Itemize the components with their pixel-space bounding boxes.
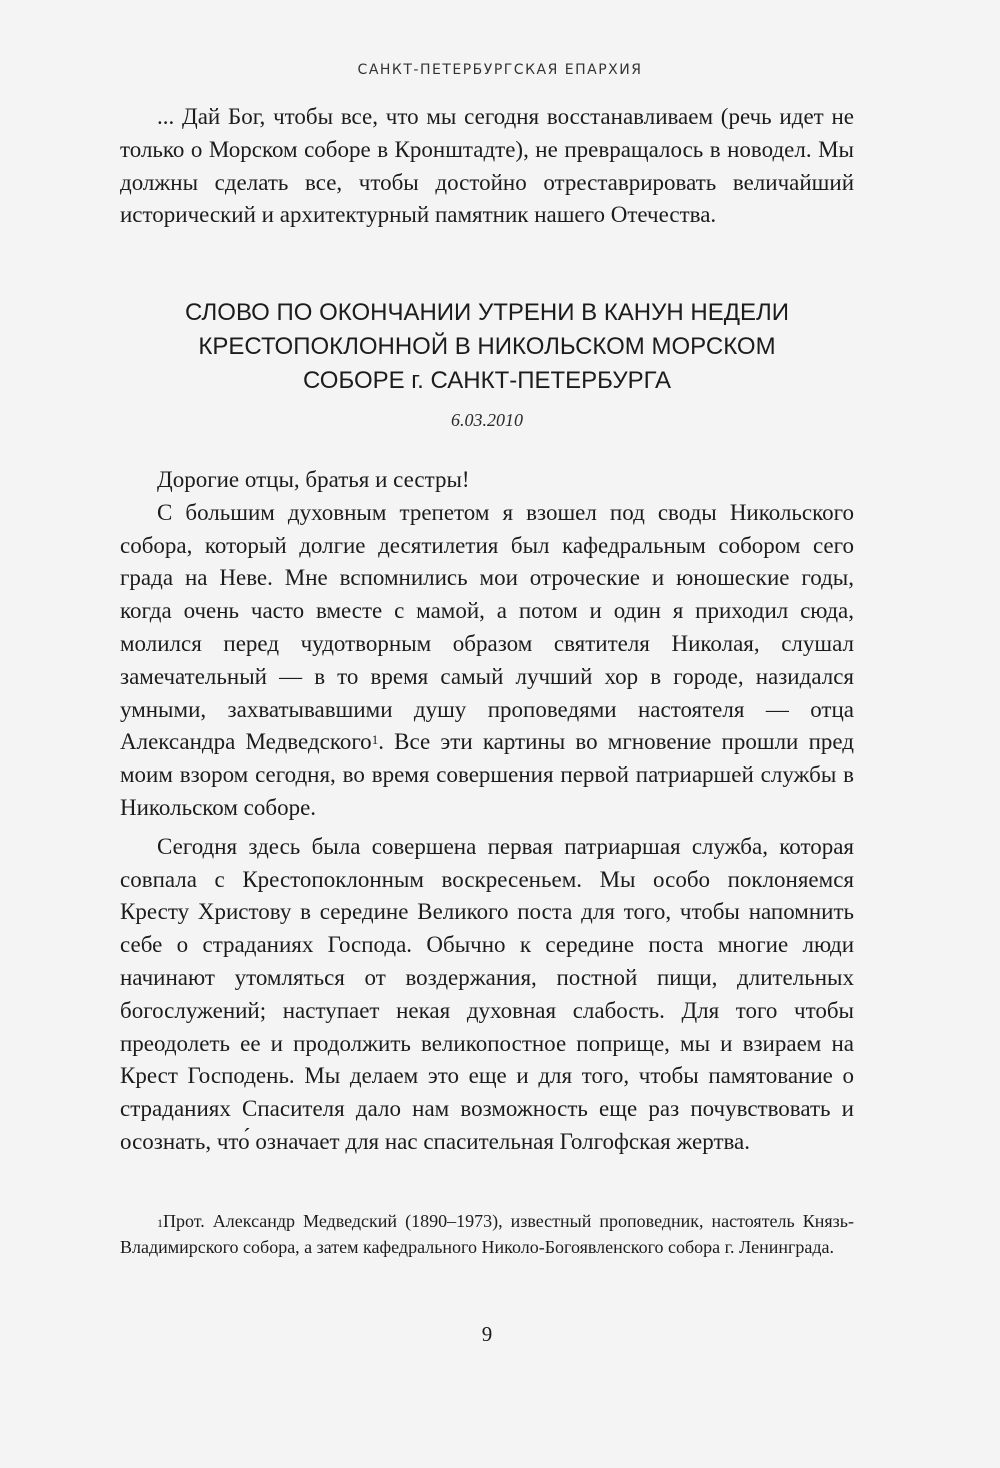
footnote: [120, 1208, 854, 1260]
page-number: 9: [481, 1322, 493, 1346]
paragraph-1-part-1: С большим духовным трепетом я взошел под своды Никольского собора, который долгие десятилетия был кафедральным собором сего града на Неве. Мне вспомнились мои отроческие и юношеские годы, когда очень часто вместе с мамой, а потом и один я приходил сюда, молился перед чудотворным образом святителя Николая, слушал замечательный — в то время самый лучший хор в городе, назидался умными, захватывавшими душу проповедями настоятеля — отца Александра Медведского: [120, 499, 854, 755]
footnote-reference[interactable]: 1: [371, 732, 379, 748]
footnote-text: Прот. Александр Медведский (1890–1973), известный проповедник, настоятель Князь-Владимирского собора, а затем кафедрального Николо-Богоявленского собора г. Ленинграда.: [120, 1211, 854, 1257]
paragraph-2: Сегодня здесь была совершена первая патриаршая служба, которая совпала с Крестопоклонным воскресеньем. Мы особо поклоняемся Кресту Христову в середине Великого поста для того, чтобы напомнить себе о страданиях Господа. Обычно к середине поста многие люди начинают утомляться от воздержания, постной пищи, длительных богослужений; наступает некая духовная слабость. Для того чтобы преодолеть ее и продолжить великопостное поприще, мы и взираем на Крест Господень. Мы делаем это еще и для того, чтобы памятование о страданиях Спасителя дало нам возможность еще раз почувствовать и осознать, что́ означает для нас спасительная Голгофская жертва.: [120, 833, 854, 1154]
section-title-line-2: КРЕСТОПОКЛОННОЙ В НИКОЛЬСКОМ МОРСКОМ: [198, 333, 776, 360]
intro-paragraph: ... Дай Бог, чтобы все, что мы сегодня восстанавливаем (речь идет не только о Морском соборе в Кронштадте), не превращалось в новодел. Мы должны сделать все, чтобы достойно отреставрировать величайший исторический и архитектурный памятник нашего Отечества.: [120, 104, 854, 228]
paragraph-1-part-2: . Все эти картины во мгновение прошли пред моим взором сегодня, во время совершения первой патриаршей службы в Никольском соборе.: [120, 729, 854, 820]
section-title: [100, 296, 874, 398]
paragraph-1: [120, 497, 854, 825]
intro-text: [120, 101, 854, 232]
section-title-line-1: СЛОВО ПО ОКОНЧАНИИ УТРЕНИ В КАНУН НЕДЕЛИ: [185, 299, 789, 326]
greeting: Дорогие отцы, братья и сестры!: [157, 467, 470, 492]
section-title-line-3: СОБОРЕ г. САНКТ-ПЕТЕРБУРГА: [302, 367, 672, 394]
running-head: САНКТ-ПЕТЕРБУРГСКАЯ ЕПАРХИЯ: [357, 62, 643, 78]
section-date: 6.03.2010: [451, 410, 523, 430]
footnote-mark: 1: [157, 1216, 163, 1230]
sermon-body: [120, 464, 854, 1159]
